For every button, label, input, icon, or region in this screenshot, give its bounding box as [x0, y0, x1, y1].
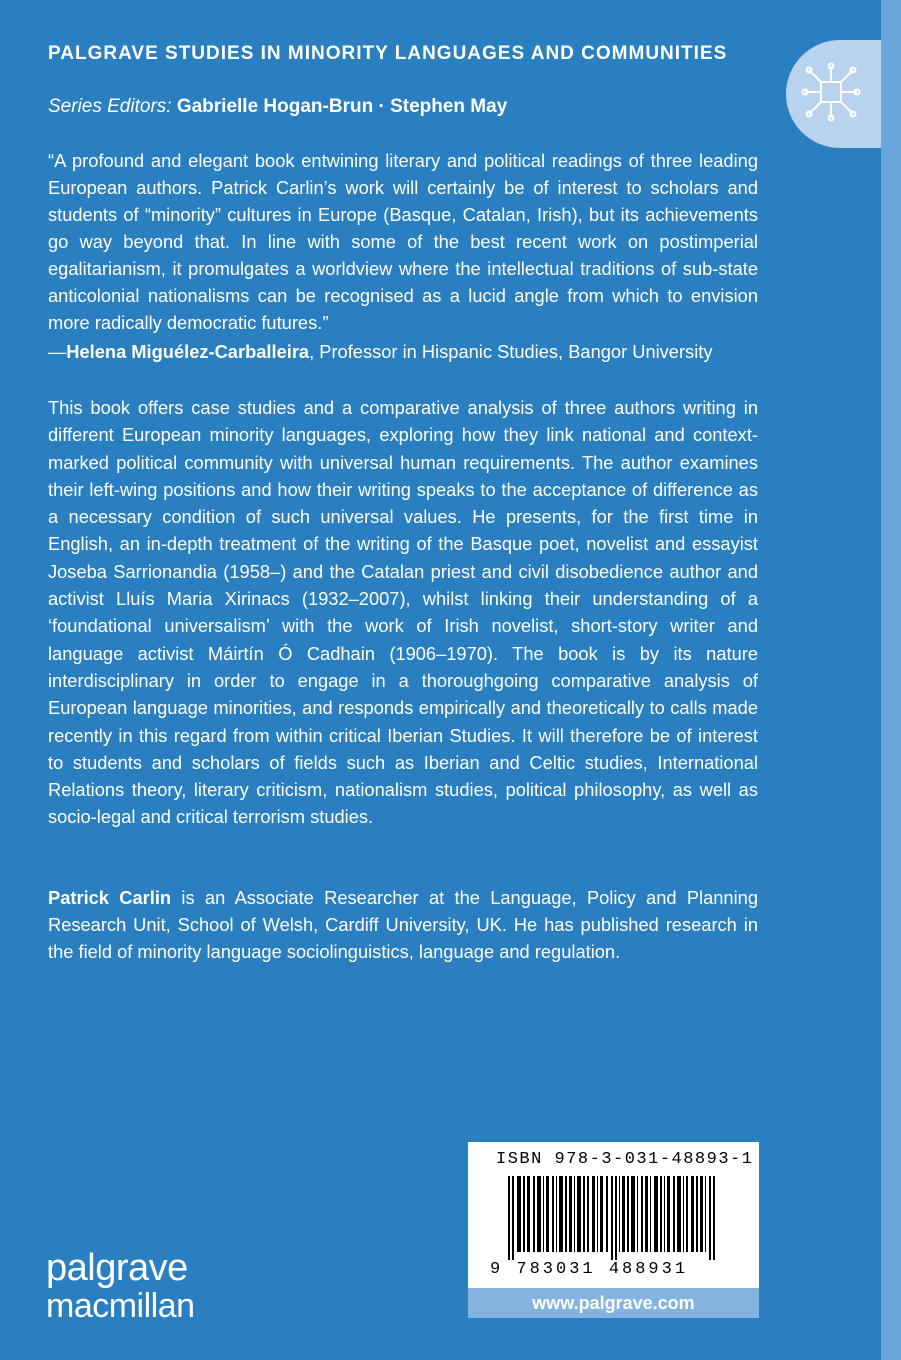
book-description: This book offers case studies and a comparative analysis of three authors writing in different European minority languages, exploring how they link national and context-marked political community with universal human requirements. The author examines their left-wing positions and how their writing speaks to the acceptance of difference as a necessary condition of such universal values. He presents, for the first time in English, an in-depth treatment of the writing of the Basque poet, novelist and essayist Joseba Sarrionandia (1958–) and the Catalan priest and civil disobedience author and activist Lluís Maria Xirinacs (1932–2007), whilst linking their understanding of a ‘foundational universalism’ with the work of Irish novelist, short-story writer and language activist Máirtín Ó Cadhain (1906–1970). The book is by its nature interdisciplinary in order to engage in a thoroughgoing comparative analysis of European language minorities, and responds empirically and theoretically to calls made recently in this regard from within critical Iberian Studies. It will therefore be of interest to students and scholars of fields such as Iberian and Celtic studies, International Relations theory, literary criticism, nationalism studies, political philosophy, as well as socio-legal and critical terrorism studies.	[48, 397, 758, 828]
barcode-icon	[508, 1176, 720, 1260]
attribution-dash: —	[48, 341, 67, 362]
series-editors-names: Gabrielle Hogan-Brun · Stephen May	[176, 96, 508, 117]
author-bio-text: is an Associate Researcher at the Language, Policy and Planning Research Unit, School of Welsh, Cardiff University, UK. He has published research in the field of minority language sociolinguistics, language and regulation.	[48, 887, 758, 962]
series-editors-label: Series Editors:	[48, 96, 172, 117]
publisher-logo-line2: macmillan	[46, 1287, 195, 1325]
barcode-box	[468, 1142, 759, 1288]
spine-edge	[881, 0, 901, 1360]
author-bio	[48, 884, 758, 965]
attribution-role: , Professor in Hispanic Studies, Bangor University	[309, 341, 713, 362]
author-name: Patrick Carlin	[48, 887, 172, 908]
endorsement-quote: “A profound and elegant book entwining literary and political readings of three leading European authors. Patrick Carlin’s work will certainly be of interest to scholars and students of “minority” cultures in Europe (Basque, Catalan, Irish), but its achievements go way beyond that. In line with some of the best recent work on postimperial egalitarianism, it promulgates a worldview where the intellectual traditions of sub-state anticolonial nationalisms can be recognised as a lucid angle from which to envision more radically democratic futures.”	[48, 150, 758, 333]
publisher-logo	[46, 1248, 195, 1324]
series-title: PALGRAVE STUDIES IN MINORITY LANGUAGES AND COMMUNITIES	[48, 43, 728, 64]
attribution-name: Helena Miguélez-Carballeira	[66, 341, 310, 362]
series-editors	[48, 95, 507, 119]
series-logo-tab	[786, 40, 881, 148]
quote-attribution	[48, 338, 768, 365]
isbn-text: ISBN 978-3-031-48893-1	[496, 1150, 754, 1169]
network-square-icon	[801, 62, 861, 122]
publisher-logo-line1: palgrave	[46, 1247, 188, 1289]
barcode-number: 9 783031 488931	[490, 1260, 689, 1279]
publisher-website: www.palgrave.com	[468, 1288, 759, 1318]
